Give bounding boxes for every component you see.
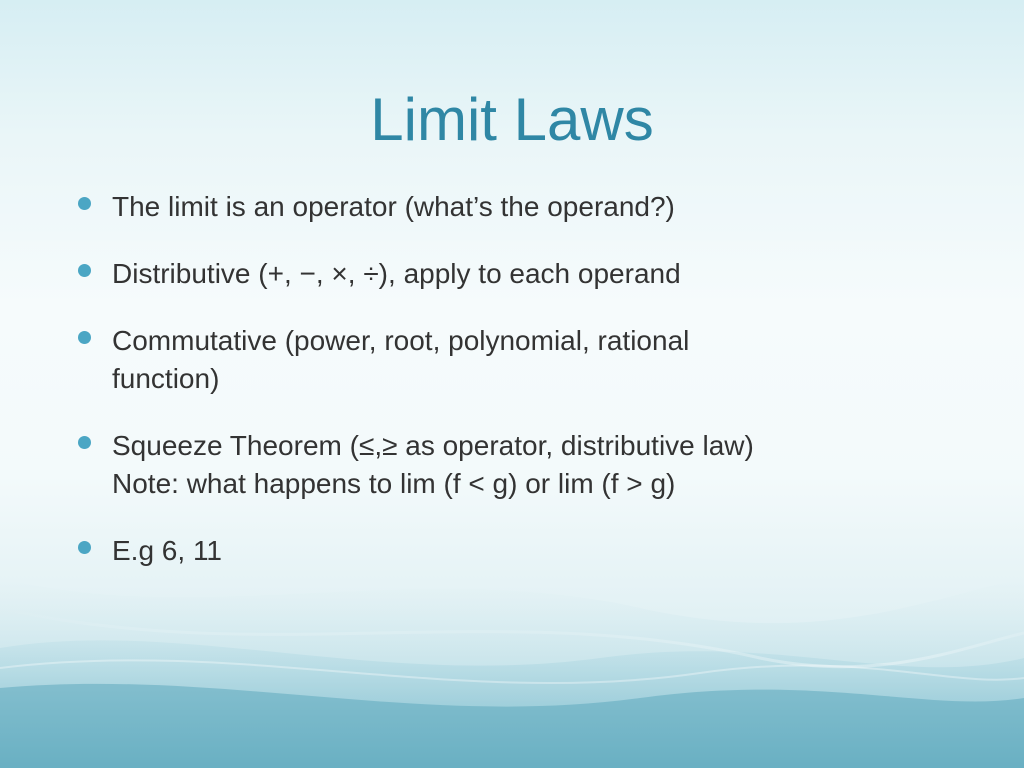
- slide-title: Limit Laws: [370, 86, 654, 153]
- bullet-text-continued: function): [112, 363, 220, 394]
- bullet-list: [76, 188, 956, 599]
- bullet-item: [76, 427, 956, 503]
- bullet-item: [76, 255, 956, 293]
- bullet-dot-icon: [78, 197, 91, 210]
- bullet-text-continued: Note: what happens to lim (f < g) or lim (f > g): [112, 468, 676, 499]
- bullet-text: Distributive (+, −, ×, ÷), apply to each operand: [112, 258, 681, 289]
- bullet-text: E.g 6, 11: [112, 535, 223, 566]
- bullet-text: Commutative (power, root, polynomial, rational: [112, 325, 690, 356]
- bullet-text: The limit is an operator (what’s the operand?): [112, 191, 675, 222]
- bullet-item: [76, 188, 956, 226]
- bullet-dot-icon: [78, 541, 91, 554]
- bullet-dot-icon: [78, 264, 91, 277]
- bullet-item: [76, 322, 956, 398]
- bullet-dot-icon: [78, 331, 91, 344]
- bullet-dot-icon: [78, 436, 91, 449]
- bullet-item: [76, 532, 956, 570]
- bullet-text: Squeeze Theorem (≤,≥ as operator, distributive law): [112, 430, 754, 461]
